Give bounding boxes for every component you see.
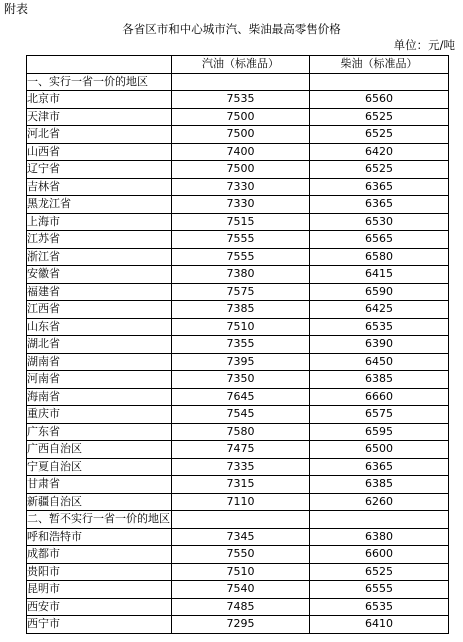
diesel-price-cell: 6535: [310, 598, 449, 616]
appendix-label: 附表: [4, 2, 29, 16]
region-cell: 西安市: [27, 598, 172, 616]
diesel-price-cell: 6425: [310, 301, 449, 319]
table-row: [27, 616, 449, 634]
column-header-gasoline: 汽油（标准品）: [172, 56, 310, 74]
gasoline-price-cell: 7385: [172, 301, 310, 319]
section-label: 一、实行一省一价的地区: [27, 73, 172, 91]
table-row: [27, 318, 449, 336]
table-row: [27, 371, 449, 389]
region-cell: 江西省: [27, 301, 172, 319]
diesel-price-cell: 6555: [310, 581, 449, 599]
diesel-price-cell: 6560: [310, 91, 449, 109]
region-cell: 海南省: [27, 388, 172, 406]
region-cell: 甘肃省: [27, 476, 172, 494]
section-diesel-cell: [310, 73, 449, 91]
unit-label: 单位：元/吨: [393, 38, 455, 52]
diesel-price-cell: 6595: [310, 423, 449, 441]
table-header-row: [27, 56, 449, 74]
table-row: [27, 493, 449, 511]
gasoline-price-cell: 7345: [172, 528, 310, 546]
table-row: [27, 283, 449, 301]
region-cell: 上海市: [27, 213, 172, 231]
diesel-price-cell: 6590: [310, 283, 449, 301]
gasoline-price-cell: 7315: [172, 476, 310, 494]
diesel-price-cell: 6365: [310, 458, 449, 476]
diesel-price-cell: 6525: [310, 108, 449, 126]
diesel-price-cell: 6385: [310, 476, 449, 494]
document-title: 各省区市和中心城市汽、柴油最高零售价格: [122, 22, 341, 36]
diesel-price-cell: 6260: [310, 493, 449, 511]
region-cell: 浙江省: [27, 248, 172, 266]
region-cell: 黑龙江省: [27, 196, 172, 214]
region-cell: 广西自治区: [27, 441, 172, 459]
table-row: [27, 213, 449, 231]
gasoline-price-cell: 7110: [172, 493, 310, 511]
gasoline-price-cell: 7500: [172, 126, 310, 144]
table-row: [27, 126, 449, 144]
gasoline-price-cell: 7400: [172, 143, 310, 161]
gasoline-price-cell: 7580: [172, 423, 310, 441]
table-row: [27, 598, 449, 616]
region-cell: 河南省: [27, 371, 172, 389]
region-cell: 呼和浩特市: [27, 528, 172, 546]
diesel-price-cell: 6565: [310, 231, 449, 249]
gasoline-price-cell: 7330: [172, 196, 310, 214]
table-row: [27, 406, 449, 424]
gasoline-price-cell: 7395: [172, 353, 310, 371]
region-cell: 山东省: [27, 318, 172, 336]
diesel-price-cell: 6450: [310, 353, 449, 371]
diesel-price-cell: 6385: [310, 371, 449, 389]
table-row: [27, 178, 449, 196]
region-cell: 北京市: [27, 91, 172, 109]
table-row: [27, 528, 449, 546]
gasoline-price-cell: 7485: [172, 598, 310, 616]
table-row: [27, 301, 449, 319]
region-cell: 辽宁省: [27, 161, 172, 179]
region-cell: 宁夏自治区: [27, 458, 172, 476]
diesel-price-cell: 6575: [310, 406, 449, 424]
region-cell: 西宁市: [27, 616, 172, 634]
table-row: [27, 91, 449, 109]
section-gasoline-cell: [172, 511, 310, 529]
diesel-price-cell: 6365: [310, 196, 449, 214]
section-gasoline-cell: [172, 73, 310, 91]
table-body: [27, 73, 449, 633]
gasoline-price-cell: 7295: [172, 616, 310, 634]
table-row: [27, 441, 449, 459]
gasoline-price-cell: 7645: [172, 388, 310, 406]
diesel-price-cell: 6535: [310, 318, 449, 336]
gasoline-price-cell: 7545: [172, 406, 310, 424]
diesel-price-cell: 6660: [310, 388, 449, 406]
gasoline-price-cell: 7380: [172, 266, 310, 284]
gasoline-price-cell: 7515: [172, 213, 310, 231]
table-row: [27, 231, 449, 249]
column-header-diesel: 柴油（标准品）: [310, 56, 449, 74]
price-table: [26, 55, 449, 634]
gasoline-price-cell: 7550: [172, 546, 310, 564]
gasoline-price-cell: 7355: [172, 336, 310, 354]
region-cell: 湖南省: [27, 353, 172, 371]
table-row: [27, 336, 449, 354]
diesel-price-cell: 6410: [310, 616, 449, 634]
gasoline-price-cell: 7350: [172, 371, 310, 389]
table-row: [27, 423, 449, 441]
diesel-price-cell: 6580: [310, 248, 449, 266]
region-cell: 安徽省: [27, 266, 172, 284]
region-cell: 成都市: [27, 546, 172, 564]
diesel-price-cell: 6530: [310, 213, 449, 231]
table-row: [27, 458, 449, 476]
gasoline-price-cell: 7510: [172, 318, 310, 336]
gasoline-price-cell: 7555: [172, 248, 310, 266]
diesel-price-cell: 6500: [310, 441, 449, 459]
diesel-price-cell: 6415: [310, 266, 449, 284]
diesel-price-cell: 6525: [310, 126, 449, 144]
region-cell: 广东省: [27, 423, 172, 441]
region-cell: 重庆市: [27, 406, 172, 424]
region-cell: 山西省: [27, 143, 172, 161]
region-cell: 吉林省: [27, 178, 172, 196]
gasoline-price-cell: 7475: [172, 441, 310, 459]
table-row: [27, 581, 449, 599]
gasoline-price-cell: 7510: [172, 563, 310, 581]
table-row: [27, 108, 449, 126]
region-cell: 昆明市: [27, 581, 172, 599]
gasoline-price-cell: 7330: [172, 178, 310, 196]
region-cell: 天津市: [27, 108, 172, 126]
region-cell: 河北省: [27, 126, 172, 144]
region-cell: 江苏省: [27, 231, 172, 249]
table-row: [27, 196, 449, 214]
diesel-price-cell: 6600: [310, 546, 449, 564]
gasoline-price-cell: 7540: [172, 581, 310, 599]
table-row: [27, 353, 449, 371]
diesel-price-cell: 6390: [310, 336, 449, 354]
diesel-price-cell: 6380: [310, 528, 449, 546]
section-row: [27, 511, 449, 529]
table-row: [27, 388, 449, 406]
gasoline-price-cell: 7535: [172, 91, 310, 109]
region-cell: 新疆自治区: [27, 493, 172, 511]
region-cell: 福建省: [27, 283, 172, 301]
table-row: [27, 546, 449, 564]
column-header-region: [27, 56, 172, 74]
gasoline-price-cell: 7555: [172, 231, 310, 249]
table-row: [27, 248, 449, 266]
table-row: [27, 143, 449, 161]
table-row: [27, 563, 449, 581]
table-row: [27, 266, 449, 284]
section-diesel-cell: [310, 511, 449, 529]
section-label: 二、暂不实行一省一价的地区: [27, 511, 172, 529]
diesel-price-cell: 6420: [310, 143, 449, 161]
diesel-price-cell: 6525: [310, 161, 449, 179]
diesel-price-cell: 6365: [310, 178, 449, 196]
table-row: [27, 476, 449, 494]
gasoline-price-cell: 7335: [172, 458, 310, 476]
table-row: [27, 161, 449, 179]
region-cell: 贵阳市: [27, 563, 172, 581]
gasoline-price-cell: 7575: [172, 283, 310, 301]
diesel-price-cell: 6525: [310, 563, 449, 581]
gasoline-price-cell: 7500: [172, 108, 310, 126]
section-row: [27, 73, 449, 91]
gasoline-price-cell: 7500: [172, 161, 310, 179]
region-cell: 湖北省: [27, 336, 172, 354]
